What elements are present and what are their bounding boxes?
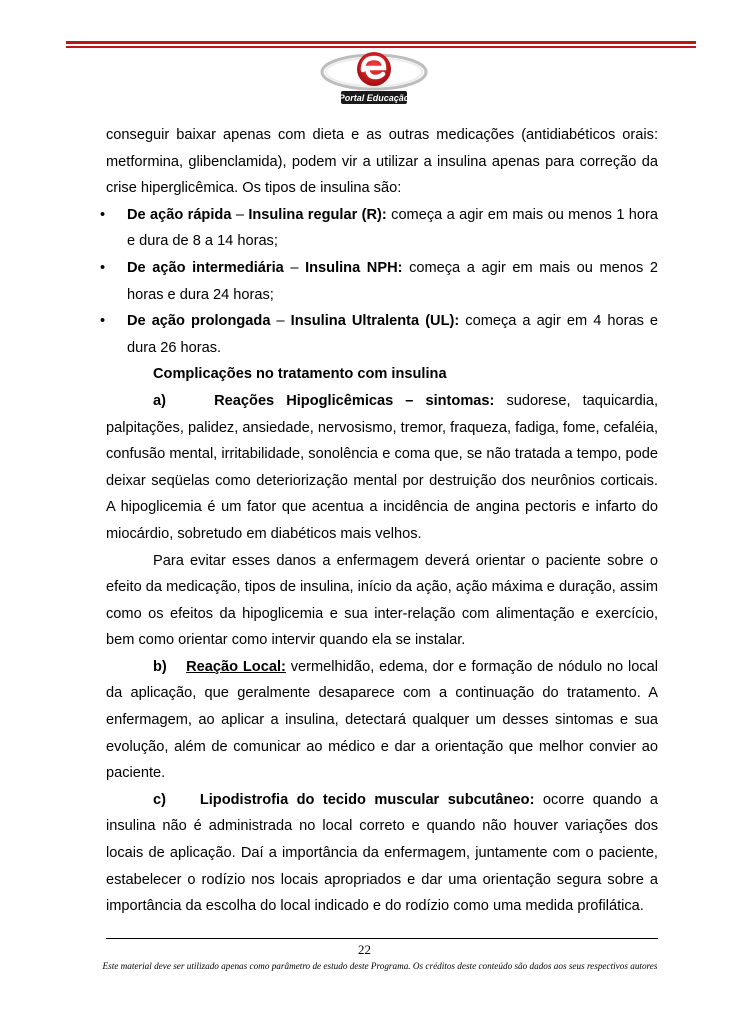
paragraph-c: [106, 787, 658, 920]
bullet-dash: –: [235, 206, 244, 223]
header-rule: [66, 41, 696, 44]
page-number: 22: [358, 942, 371, 957]
section-heading-text: Complicações no tratamento com insulina: [153, 366, 447, 383]
bullet-icon: •: [100, 313, 106, 330]
footer-rule: [106, 938, 658, 939]
paragraph-b: [106, 654, 658, 787]
item-label-c: c): [153, 791, 166, 808]
bullet-icon: •: [100, 259, 106, 276]
bullet-item: [69, 202, 658, 255]
bullet-icon: •: [100, 206, 106, 223]
bullet-dash: –: [276, 313, 285, 330]
page-header: [0, 0, 729, 120]
bullet-item: [69, 255, 658, 308]
page-footer: [0, 930, 729, 1030]
footer-disclaimer: Este material deve ser utilizado apenas como parâmetro de estudo deste Programa. Os créditos deste conteúdo são dados aos seus respectivos autores: [102, 961, 658, 971]
item-text-a: sudorese, taquicardia, palpitações, palidez, ansiedade, nervosismo, tremor, fraqueza, fadiga, fome, cefaléia, confusão mental, irritabilidade, sonolência e coma que, se não tratada a tempo, pode deixar seqüelas como deteriorização mental por destruição dos neurônios corticais. A hipoglicemia é um fator que acentua a incidência de angina pectoris e infarto do miocárdio, sobretudo em diabéticos mais velhos.: [106, 392, 659, 542]
item-label-b: b): [153, 658, 167, 675]
section-heading: [106, 361, 658, 388]
bullet-label: De ação rápida: [127, 206, 232, 223]
bullet-item: [69, 308, 658, 361]
item-title-c: Lipodistrofia do tecido muscular subcutâneo:: [199, 791, 535, 808]
bullet-label: De ação prolongada: [127, 313, 271, 330]
item-text-c: ocorre quando a insulina não é administrada no local correto e quando não houver variações dos locais de aplicação. Daí a importância da enfermagem, juntamente com o paciente, estabelecer o rodízio nos locais apropriados e dar uma orientação segura sobre a importância da escolha do local indicado e do rodízio como uma medida profilática.: [106, 791, 659, 915]
logo-text: Portal Educação: [338, 93, 410, 103]
paragraph-evitar: Para evitar esses danos a enfermagem deverá orientar o paciente sobre o efeito da medicação, tipos de insulina, início da ação, ação máxima e duração, assim como os efeitos da hipoglicemia e sua inter-relação com alimentação e exercício, bem como orientar como intervir quando ela se instalar.: [106, 552, 658, 649]
item-label-a: a): [153, 392, 166, 409]
bullet-term: Insulina regular (R):: [248, 206, 387, 223]
bullet-text: começa a agir em 4 horas e dura 26 horas.: [127, 313, 659, 356]
page-content: [100, 122, 659, 920]
item-title-b: Reação Local:: [186, 658, 286, 675]
item-title-a: Reações Hipoglicêmicas – sintomas:: [214, 392, 495, 409]
paragraph-a: [106, 388, 658, 548]
portal-educacao-logo: [311, 48, 437, 108]
bullet-term: Insulina Ultralenta (UL):: [290, 313, 460, 330]
bullet-text: começa a agir em mais ou menos 1 hora e dura de 8 a 14 horas;: [127, 206, 659, 250]
bullet-dash: –: [290, 259, 299, 276]
item-text-b: vermelhidão, edema, dor e formação de nódulo no local da aplicação, que geralmente desaparece com a continuação do tratamento. A enfermagem, ao aplicar a insulina, detectará qualquer um desses sintomas e sua evolução, além de comunicar ao médico e dar a orientação que melhor convier ao paciente.: [106, 658, 658, 782]
paragraph-intro: conseguir baixar apenas com dieta e as outras medicações (antidiabéticos orais: metformina, glibenclamida), podem vir a utilizar a insulina apenas para correção da crise hiperglicêmica. Os tipos de insulina são:: [106, 127, 658, 197]
bullet-text: começa a agir em mais ou menos 2 horas e dura 24 horas;: [127, 259, 658, 303]
bullet-term: Insulina NPH:: [305, 259, 403, 276]
bullet-label: De ação intermediária: [127, 259, 284, 276]
